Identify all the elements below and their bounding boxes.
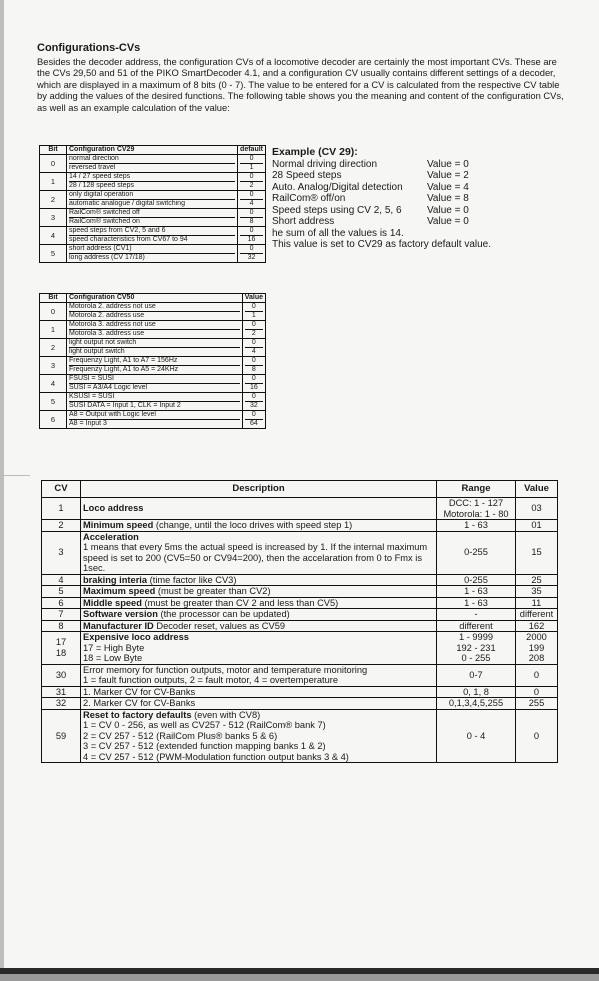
cv-number-cell xyxy=(42,597,81,609)
description-text: (time factor like CV3) xyxy=(147,574,237,585)
table-row xyxy=(40,339,266,357)
value-cell xyxy=(238,209,266,227)
example-row xyxy=(272,182,572,194)
cv-number: 32 xyxy=(55,698,67,708)
cv29-example xyxy=(272,147,572,251)
option-value: 0 xyxy=(245,321,263,330)
description-line: 3 = CV 257 - 512 (extended function mapping banks 1 & 2) xyxy=(83,741,326,751)
description-line xyxy=(83,520,434,531)
description-text: (must be greater than CV 2 and less than CV5) xyxy=(141,597,339,608)
value-cell xyxy=(238,227,266,245)
description-cell xyxy=(81,597,437,609)
table-row xyxy=(40,393,266,411)
table-row xyxy=(42,574,558,586)
margin-mark xyxy=(0,475,30,476)
cv-number: 5 xyxy=(58,586,64,596)
default-value: 2000 xyxy=(526,632,547,642)
option-value: 8 xyxy=(249,218,254,225)
cv-number: 7 xyxy=(58,609,64,619)
table-row xyxy=(42,620,558,632)
default-value-cell xyxy=(516,520,558,532)
default-value-cell xyxy=(516,620,558,632)
cv50-header-bit: Bit xyxy=(40,294,67,303)
default-value: 0 xyxy=(533,730,540,741)
example-value: Value = 8 xyxy=(427,193,469,204)
option-line: short address (CV1) xyxy=(69,245,235,254)
cv29-header-default: default xyxy=(238,146,266,155)
option-value: 0 xyxy=(240,245,263,254)
description-text: (even with CV8) xyxy=(191,709,261,720)
value-cell xyxy=(238,191,266,209)
default-value: 25 xyxy=(531,574,542,585)
option-line: light output not switch xyxy=(69,339,240,348)
option-value: 1 xyxy=(249,164,254,171)
range-cell xyxy=(437,620,516,632)
description-line xyxy=(83,598,434,609)
option-line: Motorola 2. address not use xyxy=(69,303,240,312)
option-value: 0 xyxy=(245,303,263,312)
description-line: 1 = fault function outputs, 2 = fault motor, 4 = overtemperature xyxy=(83,675,339,685)
range-cell xyxy=(437,698,516,710)
cv-number: 18 xyxy=(55,647,67,658)
description-title: Reset to factory defaults xyxy=(83,709,192,720)
bit-cell: 1 xyxy=(40,321,67,339)
example-row xyxy=(272,216,572,228)
default-value: different xyxy=(519,609,554,619)
bit-cell: 3 xyxy=(40,357,67,375)
range-cell xyxy=(437,664,516,686)
description-line: speed is set to 200 (CV5=50 or CV94=200), then the accelaration from 0 to Fmx is 1sec. xyxy=(83,552,423,573)
description-cell xyxy=(81,664,437,686)
example-value: Value = 0 xyxy=(427,204,469,216)
option-line: RailCom® switched on xyxy=(69,218,140,225)
description-cell xyxy=(67,191,238,209)
description-line xyxy=(83,575,434,586)
range-line: 1 - 63 xyxy=(464,586,488,596)
table-row xyxy=(40,209,266,227)
description-cell xyxy=(81,686,437,698)
option-line: 28 / 128 speed steps xyxy=(69,182,134,189)
cv-number: 17 xyxy=(55,637,67,648)
description-title: Middle speed xyxy=(83,597,142,608)
description-line xyxy=(83,503,434,514)
default-value-cell xyxy=(516,709,558,763)
table-row xyxy=(40,303,266,321)
cv-number-cell xyxy=(42,686,81,698)
range-cell xyxy=(437,709,516,763)
bit-cell: 2 xyxy=(40,339,67,357)
range-line: DCC: 1 - 127 xyxy=(448,498,504,508)
table-row xyxy=(42,709,558,763)
option-value: 0 xyxy=(245,357,263,366)
main-header-cv: CV xyxy=(42,481,81,498)
option-value: 4 xyxy=(251,348,256,355)
cv29-table xyxy=(39,145,266,263)
description-cell xyxy=(67,209,238,227)
description-line xyxy=(83,698,434,709)
option-value: 0 xyxy=(240,191,263,200)
bit-cell: 0 xyxy=(40,155,67,173)
default-value: 199 xyxy=(528,642,545,653)
cv29-header-config: Configuration CV29 xyxy=(67,146,238,155)
cv-number: 4 xyxy=(58,574,64,585)
description-line xyxy=(83,632,434,643)
option-line: long address (CV 17/18) xyxy=(69,254,145,261)
value-cell xyxy=(242,411,265,429)
range-cell xyxy=(437,574,516,586)
default-value: 35 xyxy=(531,586,542,596)
cv-number: 31 xyxy=(55,686,67,697)
option-value: 0 xyxy=(240,173,263,182)
option-line: RailCom® switched off xyxy=(69,209,235,218)
value-cell xyxy=(242,339,265,357)
example-label: Short address xyxy=(272,216,335,227)
option-value: 64 xyxy=(249,420,258,427)
option-line: SUSI = A3/A4 Logic level xyxy=(69,384,148,391)
main-header-description: Description xyxy=(81,481,437,498)
table-row xyxy=(42,498,558,520)
option-value: 8 xyxy=(251,366,256,373)
bit-cell: 6 xyxy=(40,411,67,429)
cv-number: 1 xyxy=(58,503,64,514)
cv-number-cell xyxy=(42,632,81,665)
default-value: 15 xyxy=(531,547,542,558)
default-value: 208 xyxy=(528,653,545,663)
page-edge-shadow xyxy=(0,0,4,981)
range-line: 0,1,3,4,5,255 xyxy=(448,698,504,708)
range-line: 0-255 xyxy=(464,547,488,558)
description-title: Loco address xyxy=(83,503,144,514)
table-row xyxy=(42,686,558,698)
bit-cell: 4 xyxy=(40,375,67,393)
option-line: Motorola 2. address use xyxy=(69,312,145,319)
range-cell xyxy=(437,531,516,574)
description-title: Manufacturer ID xyxy=(83,620,154,631)
default-value-cell xyxy=(516,664,558,686)
range-cell xyxy=(437,498,516,520)
option-value: 2 xyxy=(251,330,256,337)
option-line: Motorola 3. address use xyxy=(69,330,145,337)
value-cell xyxy=(242,375,265,393)
range-line: 1 - 63 xyxy=(464,597,488,608)
bit-cell: 0 xyxy=(40,303,67,321)
main-header-range: Range xyxy=(437,481,516,498)
default-value-cell xyxy=(516,531,558,574)
section-title: Configurations-CVs xyxy=(37,42,141,54)
description-cell xyxy=(81,498,437,520)
example-label: RailCom® off/on xyxy=(272,193,346,204)
default-value: 255 xyxy=(528,698,545,708)
range-line: - xyxy=(474,609,478,619)
option-value: 4 xyxy=(249,200,254,207)
table-row xyxy=(40,191,266,209)
range-line: different xyxy=(459,620,493,631)
description-cell xyxy=(67,155,238,173)
description-cell xyxy=(81,698,437,710)
option-line: KSUSI = SUSI xyxy=(69,393,240,402)
range-line: 0 - 255 xyxy=(461,653,491,663)
value-cell xyxy=(238,245,266,263)
cv-number-cell xyxy=(42,698,81,710)
default-value: 01 xyxy=(531,520,542,530)
value-cell xyxy=(238,155,266,173)
cv-number-cell xyxy=(42,620,81,632)
description-cell xyxy=(67,411,243,429)
description-line: 4 = CV 257 - 512 (PWM-Modulation function output banks 3 & 4) xyxy=(83,751,349,762)
table-row xyxy=(40,321,266,339)
cv50-table xyxy=(39,293,266,429)
option-line: SUSI DATA = Input 1, CLK = Input 2 xyxy=(69,402,181,409)
description-text: (the processor can be updated) xyxy=(157,609,290,619)
table-row xyxy=(40,411,266,429)
default-value: 03 xyxy=(531,503,542,514)
description-cell xyxy=(67,375,243,393)
description-line xyxy=(83,532,434,543)
intro-paragraph: Besides the decoder address, the configuration CVs of a locomotive decoder are certainly the most important CVs. These are the CVs 29,50 and 51 of the PIKO SmartDecoder 4.1, and a configuration CV usually contains different settings of a decoder, which are displayed in a maximum of 8 bits (0 - 7). The value to be entered for a CV is calculated from the respective CV table by adding the values of the desired functions. The following table shows you the meaning and content of the configuration CVs, as well as an example calculation of the value: xyxy=(37,56,564,113)
description-line: 2 = CV 257 - 512 (RailCom Plus® banks 5 & 6) xyxy=(83,730,278,741)
example-row xyxy=(272,193,572,205)
option-line: Frequenzy Light, A1 to A7 = 156Hz xyxy=(69,357,240,366)
table-row xyxy=(40,245,266,263)
description-cell xyxy=(81,586,437,598)
description-title: Minimum speed xyxy=(83,520,154,530)
example-label: Auto. Analog/Digital detection xyxy=(272,181,403,193)
table-row xyxy=(40,357,266,375)
description-line: 18 = Low Byte xyxy=(83,653,143,663)
range-line: 0, 1, 8 xyxy=(463,686,489,697)
cv29-header-bit: Bit xyxy=(40,146,67,155)
default-value-cell xyxy=(516,609,558,621)
example-value: Value = 0 xyxy=(427,216,469,227)
option-line: automatic analogue / digital switching xyxy=(69,200,185,207)
default-value-cell xyxy=(516,586,558,598)
bottom-edge-shadow xyxy=(0,974,599,981)
range-line: Motorola: 1 - 80 xyxy=(443,508,509,519)
description-line xyxy=(83,665,434,676)
table-row xyxy=(42,531,558,574)
example-value: Value = 2 xyxy=(427,170,469,181)
description-title: Acceleration xyxy=(83,531,139,542)
option-value: 2 xyxy=(249,182,254,189)
range-line: 1 - 63 xyxy=(464,520,488,530)
description-cell xyxy=(81,520,437,532)
bit-cell: 2 xyxy=(40,191,67,209)
option-value: 0 xyxy=(240,155,263,164)
table-row xyxy=(42,586,558,598)
option-value: 32 xyxy=(247,254,256,261)
description-line xyxy=(83,687,434,698)
description-title: Software version xyxy=(83,609,158,619)
cv-number-cell xyxy=(42,531,81,574)
option-line: only digital operation xyxy=(69,191,235,200)
option-line: Frequenzy Light, A1 to A5 = 24KHz xyxy=(69,366,179,373)
option-value: 0 xyxy=(240,227,263,236)
bit-cell: 5 xyxy=(40,245,67,263)
description-cell xyxy=(67,357,243,375)
default-value-cell xyxy=(516,632,558,665)
description-line xyxy=(83,609,434,620)
table-row xyxy=(42,520,558,532)
description-cell xyxy=(67,173,238,191)
description-line xyxy=(83,621,434,632)
description-title: braking interia xyxy=(83,574,148,585)
option-value: 0 xyxy=(240,209,263,218)
description-cell xyxy=(67,339,243,357)
example-value: Value = 4 xyxy=(427,181,469,193)
range-line: 0-255 xyxy=(464,574,488,585)
option-line: light output switch xyxy=(69,348,125,355)
example-label: 28 Speed steps xyxy=(272,170,342,181)
description-line: 1 means that every 5ms the actual speed is increased by 1. If the internal maximum xyxy=(83,542,428,552)
option-line: reversed travel xyxy=(69,164,116,171)
description-title: Expensive loco address xyxy=(83,632,189,642)
cv-number-cell xyxy=(42,574,81,586)
default-value-cell xyxy=(516,686,558,698)
description-line xyxy=(83,586,434,597)
cv-overview-table xyxy=(41,480,558,763)
default-value: 0 xyxy=(533,669,540,680)
option-value: 0 xyxy=(245,411,263,420)
range-line: 0 - 4 xyxy=(466,730,486,741)
cv-number: 30 xyxy=(55,669,67,680)
value-cell xyxy=(242,393,265,411)
option-value: 16 xyxy=(249,384,258,391)
description-cell xyxy=(81,531,437,574)
example-sum-line: he sum of all the values is 14. xyxy=(272,227,404,239)
cv-number: 2 xyxy=(58,520,64,530)
default-value: 162 xyxy=(528,620,545,631)
description-text: 1. Marker CV for CV-Banks xyxy=(83,686,196,697)
example-label: Normal driving direction xyxy=(272,158,378,170)
description-cell xyxy=(81,632,437,665)
option-line: 14 / 27 speed steps xyxy=(69,173,235,182)
table-row xyxy=(40,375,266,393)
range-line: 0-7 xyxy=(469,669,483,680)
table-row xyxy=(42,597,558,609)
default-value: 11 xyxy=(531,597,542,608)
cv-number: 59 xyxy=(55,730,67,741)
example-row xyxy=(272,205,572,217)
description-text: (must be greater than CV2) xyxy=(155,586,271,596)
cv-number: 3 xyxy=(58,547,64,558)
cv-number-cell xyxy=(42,664,81,686)
default-value-cell xyxy=(516,597,558,609)
description-text: Decoder reset, values as CV59 xyxy=(153,620,286,631)
option-value: 0 xyxy=(245,393,263,402)
option-line: FSUSI = SUSI xyxy=(69,375,240,384)
cv-number-cell xyxy=(42,520,81,532)
description-title: Maximum speed xyxy=(83,586,156,596)
description-cell xyxy=(67,321,243,339)
table-row xyxy=(42,698,558,710)
description-cell xyxy=(81,609,437,621)
description-line: 17 = High Byte xyxy=(83,642,145,653)
option-line: speed characteristics from CV67 to 94 xyxy=(69,236,188,243)
option-line: A8 = Output with Logic level xyxy=(69,411,240,420)
description-cell xyxy=(67,245,238,263)
bit-cell: 1 xyxy=(40,173,67,191)
option-value: 0 xyxy=(245,339,263,348)
example-title: Example (CV 29): xyxy=(272,146,358,158)
range-cell xyxy=(437,686,516,698)
value-cell xyxy=(242,303,265,321)
table-row xyxy=(40,227,266,245)
option-value: 16 xyxy=(247,236,256,243)
description-cell xyxy=(81,574,437,586)
table-row xyxy=(42,609,558,621)
example-default-line: This value is set to CV29 as factory default value. xyxy=(272,239,491,250)
example-label: Speed steps using CV 2, 5, 6 xyxy=(272,204,402,216)
cv-number-cell xyxy=(42,586,81,598)
bit-cell: 5 xyxy=(40,393,67,411)
description-line: 1 = CV 0 - 256, as well as CV257 - 512 (RailCom® bank 7) xyxy=(83,720,326,730)
range-cell xyxy=(437,632,516,665)
option-value: 32 xyxy=(249,402,258,409)
example-row xyxy=(272,170,572,182)
default-value-cell xyxy=(516,574,558,586)
range-line: 1 - 9999 xyxy=(458,632,494,642)
option-line: Motorola 3. address not use xyxy=(69,321,240,330)
value-cell xyxy=(242,357,265,375)
table-row xyxy=(42,664,558,686)
value-cell xyxy=(238,173,266,191)
bit-cell: 3 xyxy=(40,209,67,227)
cv-number-cell xyxy=(42,709,81,763)
range-cell xyxy=(437,597,516,609)
default-value-cell xyxy=(516,698,558,710)
default-value: 0 xyxy=(533,686,540,697)
option-line: speed steps from CV2, 5 and 6 xyxy=(69,227,235,236)
example-row xyxy=(272,159,572,171)
description-text: 2. Marker CV for CV-Banks xyxy=(83,698,196,708)
description-cell xyxy=(81,620,437,632)
cv-number: 6 xyxy=(58,597,64,608)
option-value: 1 xyxy=(251,312,256,319)
description-cell xyxy=(81,709,437,763)
description-cell xyxy=(67,393,243,411)
option-line: normal direction xyxy=(69,155,235,164)
description-line xyxy=(83,710,434,721)
bit-cell: 4 xyxy=(40,227,67,245)
description-cell xyxy=(67,227,238,245)
table-row xyxy=(40,155,266,173)
cv-number-cell xyxy=(42,498,81,520)
cv-number: 8 xyxy=(58,620,64,631)
value-cell xyxy=(242,321,265,339)
option-line: A8 = Input 3 xyxy=(69,420,107,427)
default-value-cell xyxy=(516,498,558,520)
cv50-header-config: Configuration CV50 xyxy=(67,294,243,303)
option-value: 0 xyxy=(245,375,263,384)
table-row xyxy=(40,173,266,191)
range-cell xyxy=(437,586,516,598)
range-cell xyxy=(437,520,516,532)
main-header-value: Value xyxy=(516,481,558,498)
description-cell xyxy=(67,303,243,321)
cv50-header-value: Value xyxy=(242,294,265,303)
table-row xyxy=(42,632,558,665)
range-line: 192 - 231 xyxy=(456,642,496,653)
cv-number-cell xyxy=(42,609,81,621)
description-text: Error memory for function outputs, motor and temperature monitoring xyxy=(83,664,368,675)
example-value: Value = 0 xyxy=(427,158,469,170)
range-cell xyxy=(437,609,516,621)
description-text: (change, until the loco drives with speed step 1) xyxy=(153,520,353,530)
